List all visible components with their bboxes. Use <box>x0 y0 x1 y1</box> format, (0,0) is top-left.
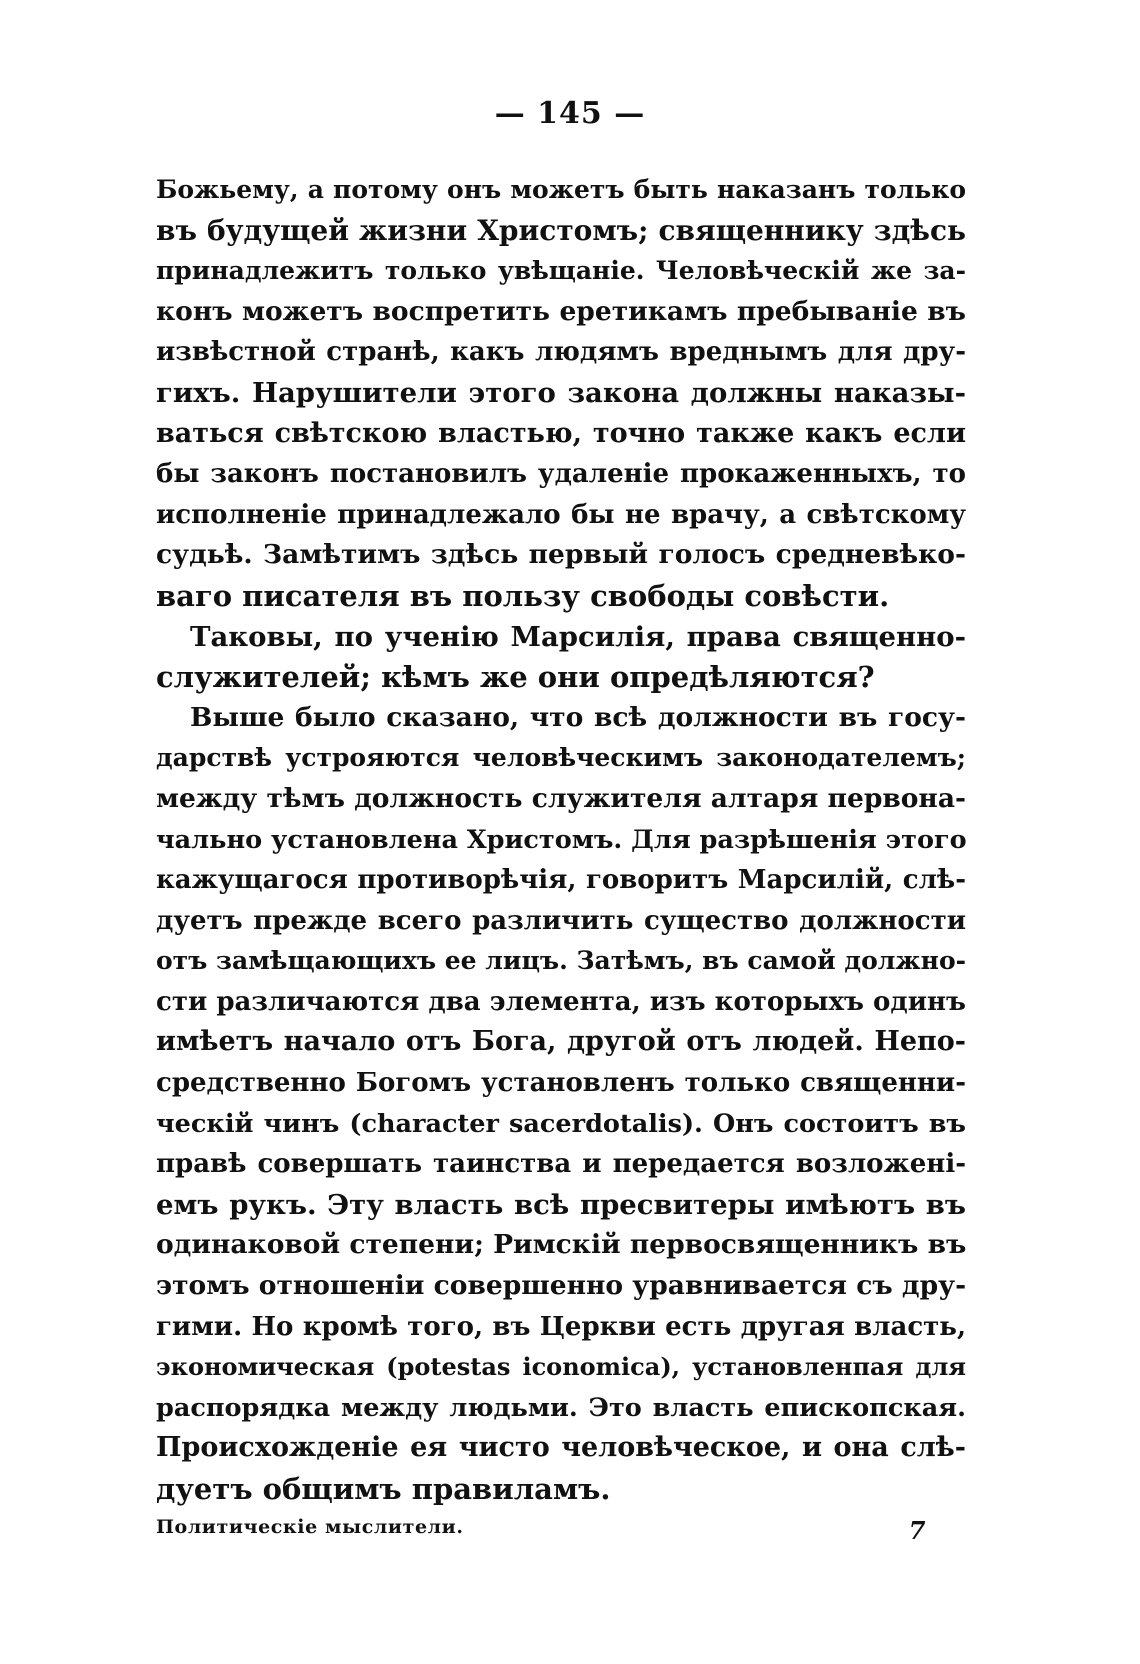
text-line: дуетъ общимъ правиламъ. <box>156 1472 611 1506</box>
text-line: сти различаются два элемента, изъ которыхъ одинъ <box>156 986 966 1017</box>
footer-sheet-number: 7 <box>908 1516 926 1545</box>
text-line: исполненіе принадлежало бы не врачу, а свѣтскому <box>156 499 966 530</box>
text-line: правѣ совершать таинства и передается возложені- <box>156 1149 966 1180</box>
text-line: емъ рукъ. Эту власть всѣ пресвитеры имѣютъ въ <box>156 1188 966 1221</box>
text-line: бы законъ постановилъ удаленіе прокаженныхъ, то <box>156 459 966 490</box>
text-line: гими. Но кромѣ того, въ Церкви есть другая власть, <box>156 1311 966 1342</box>
text-line: между тѣмъ должность служителя алтаря первона- <box>156 782 966 814</box>
text-line: одинаковой степени; Римскій первосвященникъ въ <box>156 1229 967 1261</box>
text-line: принадлежитъ только увѣщаніе. Человѣческій же за- <box>156 256 966 286</box>
text-line: этомъ отношеніи совершенно уравнивается съ дру- <box>156 1270 967 1302</box>
text-line: дуетъ прежде всего различить существо должности <box>156 905 966 936</box>
text-line: чально установлена Христомъ. Для разрѣшенія этого <box>156 824 967 855</box>
text-line: распорядка между людьми. Это власть епископская. <box>156 1392 966 1423</box>
text-line: имѣетъ начало отъ Бога, другой отъ людей. Непо- <box>156 1026 966 1058</box>
text-line: въ будущей жизни Христомъ; священнику здѣсь <box>156 213 966 247</box>
text-line: судьѣ. Замѣтимъ здѣсь первый голосъ средневѣко- <box>156 539 966 571</box>
text-line: кажущагося противорѣчія, говоритъ Марсилій, слѣ- <box>156 865 966 896</box>
footer-signature: Политическіе мыслители. <box>156 1516 464 1538</box>
page-number: — 145 — <box>494 96 646 131</box>
text-line: дарствѣ устрояются человѣческимъ законодателемъ; <box>156 743 966 773</box>
text-line: ваться свѣтскою властью, точно также какъ если <box>156 417 966 449</box>
text-line: отъ замѣщающихъ ее лицъ. Затѣмъ, въ самой должно- <box>156 946 966 976</box>
text-line: ваго писателя въ пользу свободы совѣсти. <box>156 578 890 613</box>
text-line: средственно Богомъ установленъ только священни- <box>156 1068 966 1099</box>
text-line: ческій чинъ (character sacerdotalis). Онъ состоитъ въ <box>156 1108 966 1139</box>
text-line: Божьему, а потому онъ можетъ быть наказанъ только <box>156 175 966 204</box>
text-line: экономическая (potestas iconomica), установленпая для <box>156 1352 966 1382</box>
body-text <box>156 170 966 1510</box>
text-line: извѣстной странѣ, какъ людямъ вреднымъ для дру- <box>156 337 966 368</box>
text-line: Выше было сказано, что всѣ должности въ госу- <box>190 701 966 733</box>
text-line: гихъ. Нарушители этого закона должны наказы- <box>156 376 966 409</box>
text-line: Таковы, по ученію Марсилія, права священно- <box>190 620 966 653</box>
text-line: конъ можетъ воспретить еретикамъ пребываніе въ <box>156 295 966 327</box>
text-line: Происхожденіе ея чисто человѣческое, и она слѣ- <box>156 1432 966 1464</box>
text-line: служителей; кѣмъ же они опредѣляются? <box>156 660 875 695</box>
